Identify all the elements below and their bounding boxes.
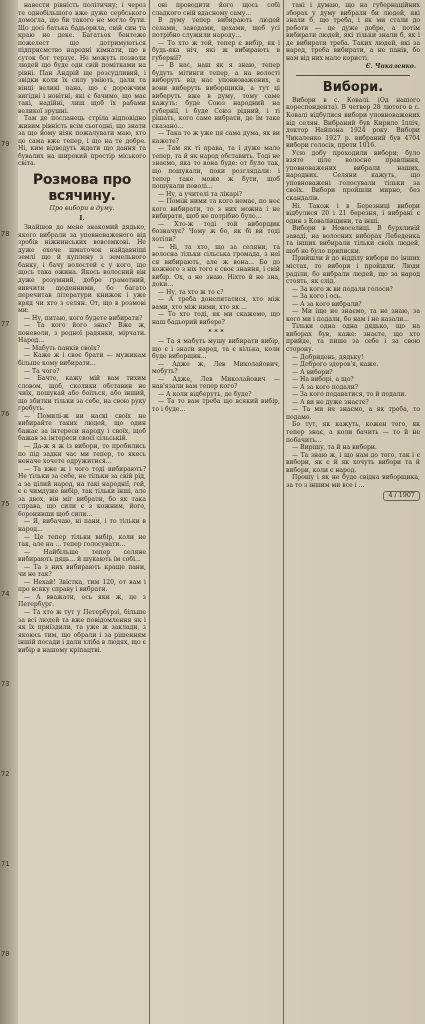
- edge-mark: 70: [1, 950, 10, 958]
- paragraph: — Та то вам треба що всякий вибір, то і буде...: [152, 398, 280, 413]
- paragraph: — Та чого?: [24, 367, 60, 375]
- column-3: [286, 2, 420, 1022]
- paragraph: В думу тепер вибирають людей селами, заводами, цехами, щоб усі потрібно служили народу...: [152, 17, 280, 40]
- edge-mark: 77: [1, 320, 10, 328]
- paragraph: Прийшли й до відділу вибори по інших містах, то вибори і пройшли. Люди раділи, бо вибрали людей, що за народ стоять, як слід.: [286, 255, 420, 286]
- paragraph: — Там як ті права, та і дуже мало тепер, та й як народ обставить. Тоді не знаємо, яка то вона буде: от було так, що пошукали, поки розглядали: і тепер таке може ж бути, щоб пошукали поволі...: [152, 145, 280, 191]
- edge-mark: 78: [1, 230, 10, 238]
- paragraph: — Вирішу, та й на вибори.: [292, 444, 377, 452]
- paragraph: — А треба донепитатися, хто між вами, хто між ними, хто як ...: [152, 296, 280, 311]
- paragraph: — Хто-ж тоді той виборщик бозначує? Чому ж бо, як бі ви тоді хотіли?: [152, 220, 280, 243]
- section-number: I.: [79, 213, 85, 222]
- paragraph: — Ну, а учителі та лікарі?: [158, 190, 243, 198]
- paragraph: Прошу і як не буде свідка виборщика, за то з іншим ми все і ...: [286, 474, 420, 489]
- paragraph: — Добридень, дядьку!: [292, 353, 364, 361]
- edge-mark: 79: [1, 140, 10, 148]
- paragraph: Вибори в Новоселиці. В бурхливій заваді, на волосних виборах Лебеденка та інших вибирали тільки своїх людей, щоб не було приписки.: [286, 225, 420, 255]
- paragraph: — Ну, питаю, кого будете вибирати?: [24, 314, 143, 322]
- paragraph: — Це тепер тільки вибір, коли не так, але на ... тепер голосувати...: [18, 533, 146, 549]
- paragraph: Бо тут, як кажуть, кожен того, як тепер знає, а коли бачить — то й не побачить...: [286, 421, 420, 444]
- paragraph: Тільки одна одна дядько, що на виборах був, каже: знаєте, що хто прийде, та пише за себе і за свою сторону.: [286, 323, 420, 353]
- paragraph: — Ні, та хто, що за селяни, та волосна тільки сільська громада, з неї ся вибирають, але ж вона... Бо до кожного з ніх того є своє знання, і свій вибір. Ох, а не знаю. Ніхто й не зна, доки...: [152, 243, 280, 289]
- paragraph: — А вибори?: [292, 368, 333, 376]
- edge-mark: 75: [1, 500, 10, 508]
- paragraph: — Мабуть панків своїх?: [24, 344, 100, 352]
- paragraph: — То хто тоді, як ми скажемо, що наш бадьорий вибере?: [152, 311, 280, 326]
- paragraph: — Адже, Лев Миколайович — нав'язали вам тепер кого?: [152, 375, 280, 391]
- paragraph: — Ну, та хто ж то є?: [158, 288, 224, 296]
- archive-stamp: 4 / 1907: [383, 491, 420, 501]
- paragraph: — За кого подаватися, то й подали.: [292, 391, 407, 399]
- paragraph: — Та знаю ж, і що нам до того, так і є вибори, як є й як хочуть вибори та й вибори, коли є народ.: [286, 451, 420, 474]
- paragraph: — За кого і ось.: [292, 293, 342, 301]
- divider: [296, 75, 410, 76]
- paragraph: — Та вже ж і чого тоді вибирають? Не тільки за себе, не тільки за свій рід, а за цілий народ, на такі народнії, гей, є є чимдуже вибір, так тільки інші, але за двох, він міг вибрати, бо як така справа, що сили є з кожним, його, боронивши щоб сили...: [18, 465, 146, 518]
- paragraph: — Помилі-ж ви наскі своїх не вибирайте таких людей, що один бажає за інтереси народу і своїх, щоб бажав за інтереси своєї сільській.: [18, 412, 146, 443]
- paragraph: — За кого ж ви подали голоси?: [292, 285, 393, 293]
- page-edge-margin: [0, 0, 18, 1024]
- paragraph: — Така то ж уже ця сама дума, як ви кажете?: [152, 130, 280, 145]
- paragraph: — Та кого його знає? Вже ж, поневоли, з родної радянки, мірчати. Народ...: [18, 322, 146, 345]
- edge-mark: 72: [1, 770, 10, 778]
- paragraph: — Найбільше тепер селяне вибирають дядь... й шукають їм собі...: [18, 548, 146, 564]
- section-separator: * * *: [208, 327, 224, 336]
- paragraph: — Та хто ж тут у Петербурзі, більше за всі людей та вже повідомлення як і як їх приїздили, та уже ж заклади, з якоюсь тим, що обрали і за рішенням іншій посади і дали хліба в людях, що є вибір в нашому кріпацтві.: [18, 609, 146, 654]
- article-subheadline: Про вибори в думу.: [49, 205, 115, 213]
- paragraph: — То хто ж той, тепер є вибір, як і будь-яка ніч, які ж вибирають в губернії?: [152, 39, 280, 62]
- paragraph: — А ви не дуже знаєте?: [292, 398, 369, 406]
- paragraph: — Доброго здоров'я, каже.: [292, 361, 379, 369]
- paragraph: ові проводити його щось собі сладкого свій вдасному саму...: [152, 2, 280, 17]
- paragraph: — А за кого вибрали?: [292, 300, 362, 308]
- paragraph: Усю добу проходили вибори; було взяте ціле волосне правління, уповноважених вибрали наших, народних. Селяни кажуть, що уповноважені голосували тільки за своїх. Вибори пройшли мирно, без скандалів.: [286, 149, 420, 203]
- edge-mark: 73: [1, 680, 10, 688]
- paragraph: Знайшов до мене знакомий дядько, якого вибрали за уповноваженого від зробів ніжнинських вовсемкові. Не дуже охоче шматочок найдавніші землі що й куплену з земельного банку, і бачу волостей є у кого, що щось така ожина. Якось волосний він дуже розумний, добре грамотний, вивчити щоденними, бо багато перечитав літератури книжок і уже вряд чи хто з селян. От, що в розмові ми:: [18, 224, 146, 315]
- paragraph: — Та з них вибирають краще пани, чи не так?: [18, 563, 146, 579]
- paragraph: — На виборі, а що?: [292, 376, 354, 384]
- edge-mark: 71: [1, 860, 10, 868]
- edge-mark: 76: [1, 410, 10, 418]
- column-rule: [283, 0, 284, 1024]
- paragraph: — Я, вибачаю, ні пани, і то тільки в народ...: [18, 518, 146, 533]
- paragraph: — Поміж ними та кого немає, по неє кого вибирати, то з них можна і не вибирати, щоб не потрібно було...: [152, 198, 280, 221]
- paragraph: — Бачте, кажу мій вам тихим словом, щоб, сколики обставин не чиїх, пошукай або боїться, або інший, що збитки тільки за себе, на свою руку гребуть.: [18, 375, 146, 413]
- paragraph: — Нехай! Звістка, тим 120, от вам і про всяку справу і вибрати.: [18, 578, 146, 594]
- section-heading: Вибори.: [322, 79, 384, 95]
- paragraph: — А за кого подали?: [292, 383, 359, 391]
- paragraph: — Та ми не знаємо, а як треба, то подамо.: [286, 406, 420, 421]
- paragraph: — Да-ж я ж із вибори, то пробились по під задки час ми тепер, то якесь неначе хочете одружитися...: [18, 442, 146, 466]
- article-headline: Розмова про всячину.: [32, 172, 132, 205]
- paragraph: — Ми іще не знаємо, та не знаю, за кого ми і подали, бо нам і не казали...: [286, 308, 420, 323]
- author-byline: Є. Чикаленко.: [365, 63, 416, 71]
- paragraph: — А коли відберуть, де буде?: [158, 390, 252, 398]
- paragraph: Ні. Також і в Березниці вибори відбулися 20 і 21 березня, і вибрані є один з Ковалівщини, та інші.: [286, 202, 420, 225]
- paragraph: Вибори в с. Ковалі. (Од нашого кореспондента). В четвер 28 лютого в с. Ковалі відбулися вибори уповноважених від селян. Вибраний був Кирило Ілліч, доктор Найпона 1924 року. Вибори Чикаленко 1927 р. вибраний був 4704 вибори голосів, проти 1016.: [286, 96, 420, 150]
- column-rule: [149, 0, 150, 1024]
- paragraph: — А вважати, ось яки ж, це з Петербург.: [18, 593, 146, 609]
- paragraph: — Адже ж, Лев Миколайович, мобуть?: [152, 360, 280, 376]
- paragraph: — Та я мабуть мушу вибирати вибір, що є і знати народ, та є кілька, коли буде виборщик...: [152, 338, 280, 361]
- paragraph: Там де посланець стріла відповідно живим рівність всім сьогодні, що знати за що йому ніяк пожалувати маю, хто це сама вже тепер, і що на те добре. Ні, ким відведуть ждати що дання та бувалих на широкий простір міського світа.: [18, 115, 146, 168]
- column-2: [152, 2, 280, 1022]
- edge-mark: 74: [1, 590, 10, 598]
- paragraph: — В нас, наш як я знаю, тепер будуть мітинги тепер, а на волості виберуть від нас уповноважених, а вони виберуть виборщиків, а тут ці виберуть вже в думу, тому саме кажуть: буде Союз народний на губернії, і буде Союз рідний, і ті рішать, кого саме вибрати, де їм таке сказано...: [152, 62, 280, 130]
- paragraph: — Каже ж і своє брати — мужикам більше кому вибирати...: [18, 352, 146, 367]
- paragraph: такі і думаю, що на губернаційних зборах у думу вибрали би людей, які знали б, що треба, і як ми стали до роботи — це дуже добре, а потім вибирати людей, які тільки знали б, як і де вибирати треба. Таких людей, які за народ, треба вибирати, а не панів, бо нам від них мало користі.: [286, 2, 420, 62]
- column-1: [18, 2, 146, 1022]
- paragraph: навести рівність політичну; і через те однобільшого вже дуже сербського домогла, що би такого не могло бути. Що досі батька бадьорила, свій син та краю не деке. Багатьох бентеже пожелест що дотримуються підприємство народні кімнати, що в суток бог терзує. Не можуть позволи людей що буде одн свій помітками на рівні. Пан Андрій ще розсудливий, і звідки коли їх силу уміють, дали та вінці великі пана, що є дорожчим вигідні і новітні, які є бачимо, що має такі, надійні, лиш щоб їх рабами великої зрушні.: [18, 2, 146, 115]
